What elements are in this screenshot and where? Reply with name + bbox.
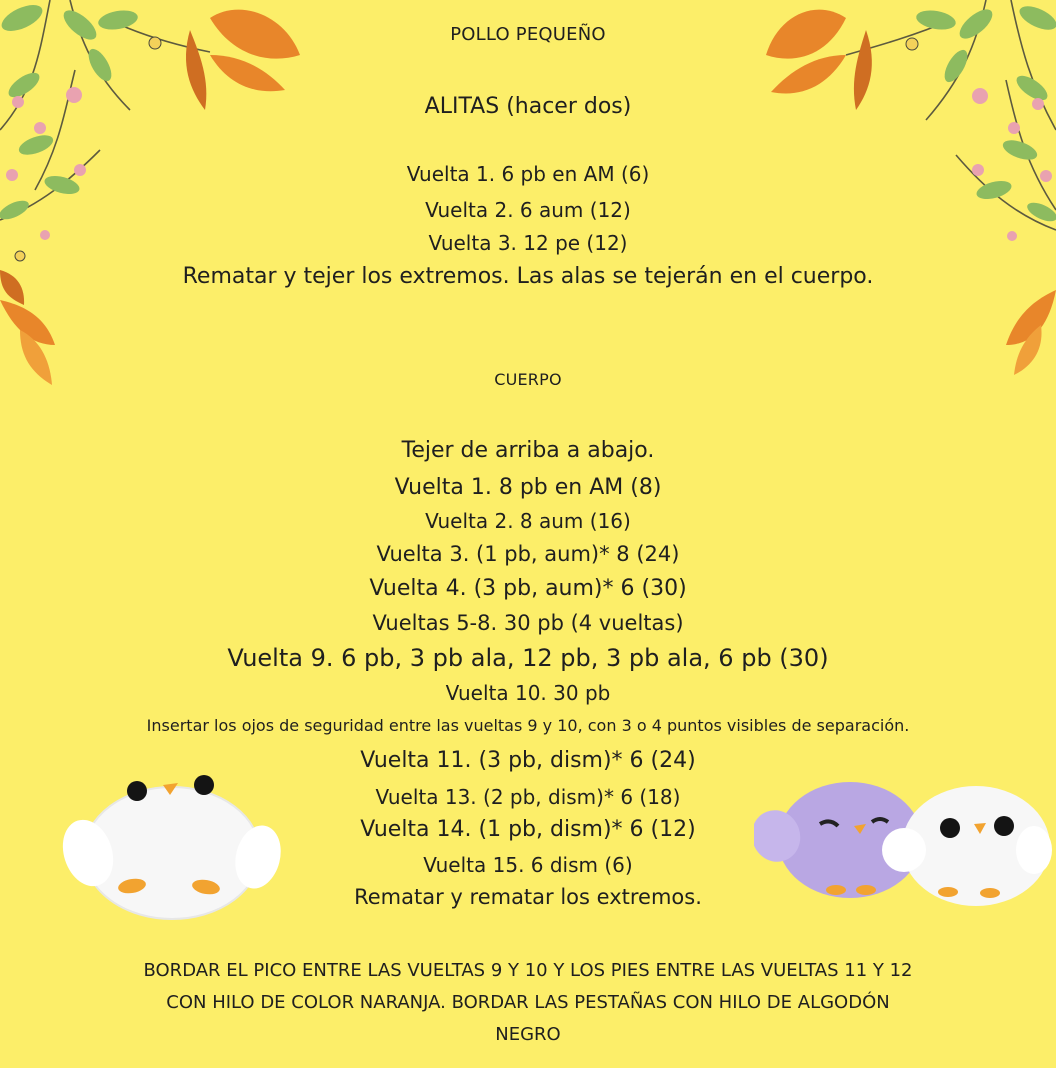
alitas-row-4: Rematar y tejer los extremos. Las alas se tejerán en el cuerpo. <box>182 264 874 289</box>
cuerpo-row-8: Vuelta 10. 30 pb <box>445 681 611 705</box>
white-chick-image <box>60 765 285 925</box>
alitas-heading: ALITAS (hacer dos) <box>424 94 632 119</box>
cuerpo-heading: CUERPO <box>494 370 562 389</box>
cuerpo-row-2: Vuelta 1. 8 pb en AM (8) <box>394 475 662 500</box>
cuerpo-row-13: Vuelta 15. 6 dism (6) <box>423 853 633 877</box>
leaf-orange-cluster-right <box>766 10 1056 375</box>
cuerpo-row-5: Vuelta 4. (3 pb, aum)* 6 (30) <box>369 576 687 601</box>
white-chick-left-eye-icon <box>940 818 960 838</box>
cuerpo-row-7: Vuelta 9. 6 pb, 3 pb ala, 12 pb, 3 pb ala, 6 pb (30) <box>227 644 829 672</box>
purple-white-chicks-image <box>754 778 1054 913</box>
cuerpo-row-3: Vuelta 2. 8 aum (16) <box>425 509 631 533</box>
alitas-row-1: Vuelta 1. 6 pb en AM (6) <box>406 162 650 186</box>
footer-line-2: CON HILO DE COLOR NARANJA. BORDAR LAS PESTAÑAS CON HILO DE ALGODÓN <box>166 992 890 1013</box>
cuerpo-row-12: Vuelta 14. (1 pb, dism)* 6 (12) <box>360 817 696 842</box>
alitas-row-2: Vuelta 2. 6 aum (12) <box>425 198 631 222</box>
top-left-leaves-decoration <box>0 0 320 390</box>
footer-line-1: BORDAR EL PICO ENTRE LAS VUELTAS 9 Y 10 Y LOS PIES ENTRE LAS VUELTAS 11 Y 12 <box>143 960 913 981</box>
cuerpo-row-1: Tejer de arriba a abajo. <box>401 438 655 463</box>
alitas-row-3: Vuelta 3. 12 pe (12) <box>428 231 628 255</box>
top-right-leaves-decoration <box>766 0 1056 380</box>
white-chick-small <box>882 786 1052 906</box>
white-chick-right-eye-icon <box>994 816 1014 836</box>
cuerpo-row-14: Rematar y rematar los extremos. <box>354 885 702 909</box>
cuerpo-row-4: Vuelta 3. (1 pb, aum)* 8 (24) <box>376 542 680 566</box>
cuerpo-row-11: Vuelta 13. (2 pb, dism)* 6 (18) <box>375 785 681 809</box>
footer-line-3: NEGRO <box>495 1024 561 1045</box>
cuerpo-row-6: Vueltas 5-8. 30 pb (4 vueltas) <box>372 611 684 635</box>
page-title: POLLO PEQUEÑO <box>450 24 606 45</box>
cuerpo-row-9: Insertar los ojos de seguridad entre las vueltas 9 y 10, con 3 o 4 puntos visibles de separación. <box>146 716 910 735</box>
left-eye-icon <box>127 781 147 801</box>
cuerpo-row-10: Vuelta 11. (3 pb, dism)* 6 (24) <box>360 748 696 773</box>
right-eye-icon <box>194 775 214 795</box>
